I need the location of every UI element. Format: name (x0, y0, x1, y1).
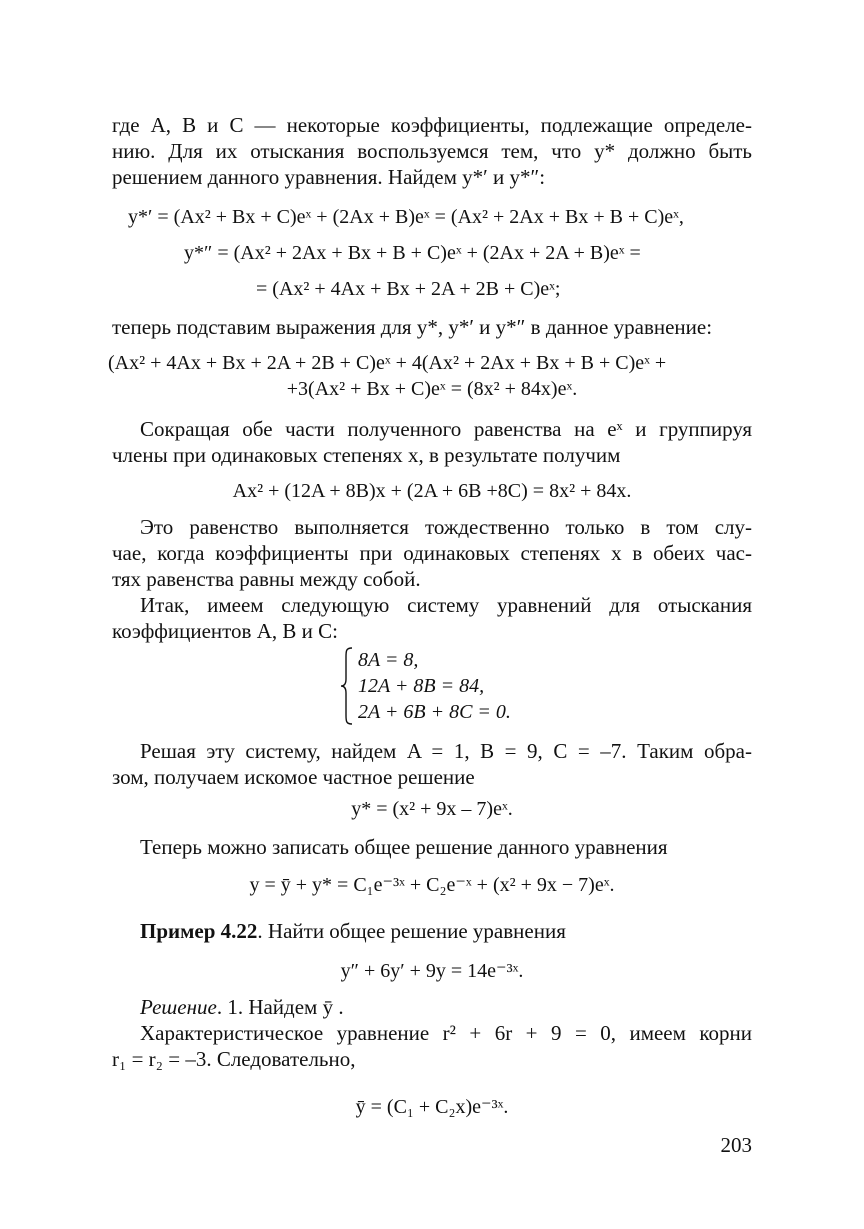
equation: y* = (x² + 9x – 7)eˣ. (351, 798, 513, 820)
paragraph-line: где A, B и C — некоторые коэффициенты, подлежащие определе- (112, 113, 752, 137)
equation: y*″ = (Ax² + 2Ax + Bx + B + C)eˣ + (2Ax + 2A + B)eˣ = (184, 242, 641, 264)
system-row: 8A = 8, (358, 649, 419, 671)
equation: +3(Ax² + Bx + C)eˣ = (8x² + 84x)eˣ. (286, 378, 578, 400)
paragraph-line: решением данного уравнения. Найдем y*′ и y*″: (112, 165, 546, 189)
paragraph-line: Характеристическое уравнение r² + 6r + 9 = 0, имеем корни (140, 1021, 752, 1045)
paragraph-line: Это равенство выполняется тождественно только в том слу- (140, 515, 752, 539)
equation: Ax² + (12A + 8B)x + (2A + 6B +8C) = 8x² + 84x. (232, 480, 632, 502)
system-row: 12A + 8B = 84, (358, 675, 485, 697)
equation-system (340, 647, 540, 725)
paragraph-line: нию. Для их отыскания воспользуемся тем, что y* должно быть (112, 139, 752, 163)
paragraph-line: зом, получаем искомое частное решение (112, 765, 475, 789)
equation: = (Ax² + 4Ax + Bx + 2A + 2B + C)eˣ; (256, 278, 561, 300)
solution-line (140, 994, 752, 1020)
paragraph-line: Итак, имеем следующую систему уравнений для отыскания (140, 593, 752, 617)
paragraph-line: Теперь можно записать общее решение данного уравнения (140, 835, 668, 859)
solution-label: Решение (140, 995, 217, 1019)
paragraph-line: r₁ = r₂ = –3. Следовательно, (112, 1047, 356, 1071)
equation: ȳ = (C₁ + C₂x)e⁻³ˣ. (355, 1096, 509, 1118)
left-brace-icon (340, 647, 354, 725)
equation: (Ax² + 4Ax + Bx + 2A + 2B + C)eˣ + 4(Ax² + 2Ax + Bx + B + C)eˣ + (108, 352, 667, 374)
example-heading (140, 918, 752, 944)
equation: y″ + 6y′ + 9y = 14e⁻³ˣ. (340, 960, 524, 982)
paragraph-line: Решая эту систему, найдем A = 1, B = 9, C = –7. Таким обра- (140, 739, 752, 763)
solution-text: . 1. Найдем ȳ . (216, 995, 344, 1019)
example-text: . Найти общее решение уравнения (257, 919, 566, 943)
paragraph-line: теперь подставим выражения для y*, y*′ и y*″ в данное уравнение: (112, 315, 713, 339)
example-label: Пример 4.22 (140, 919, 258, 943)
paragraph-line: коэффициентов A, B и C: (112, 619, 338, 643)
paragraph-line: чае, когда коэффициенты при одинаковых степенях x в обеих час- (112, 541, 752, 565)
page-number: 203 (720, 1133, 752, 1157)
paragraph-line: тях равенства равны между собой. (112, 567, 421, 591)
system-row: 2A + 6B + 8C = 0. (358, 701, 511, 723)
paragraph-line: члены при одинаковых степенях x, в результате получим (112, 443, 621, 467)
paragraph-line: Сокращая обе части полученного равенства на eˣ и группируя (140, 417, 752, 441)
equation: y*′ = (Ax² + Bx + C)eˣ + (2Ax + B)eˣ = (Ax² + 2Ax + Bx + B + C)eˣ, (128, 206, 684, 228)
equation: y = ȳ + y* = C₁e⁻³ˣ + C₂e⁻ˣ + (x² + 9x − 7)eˣ. (249, 874, 615, 896)
